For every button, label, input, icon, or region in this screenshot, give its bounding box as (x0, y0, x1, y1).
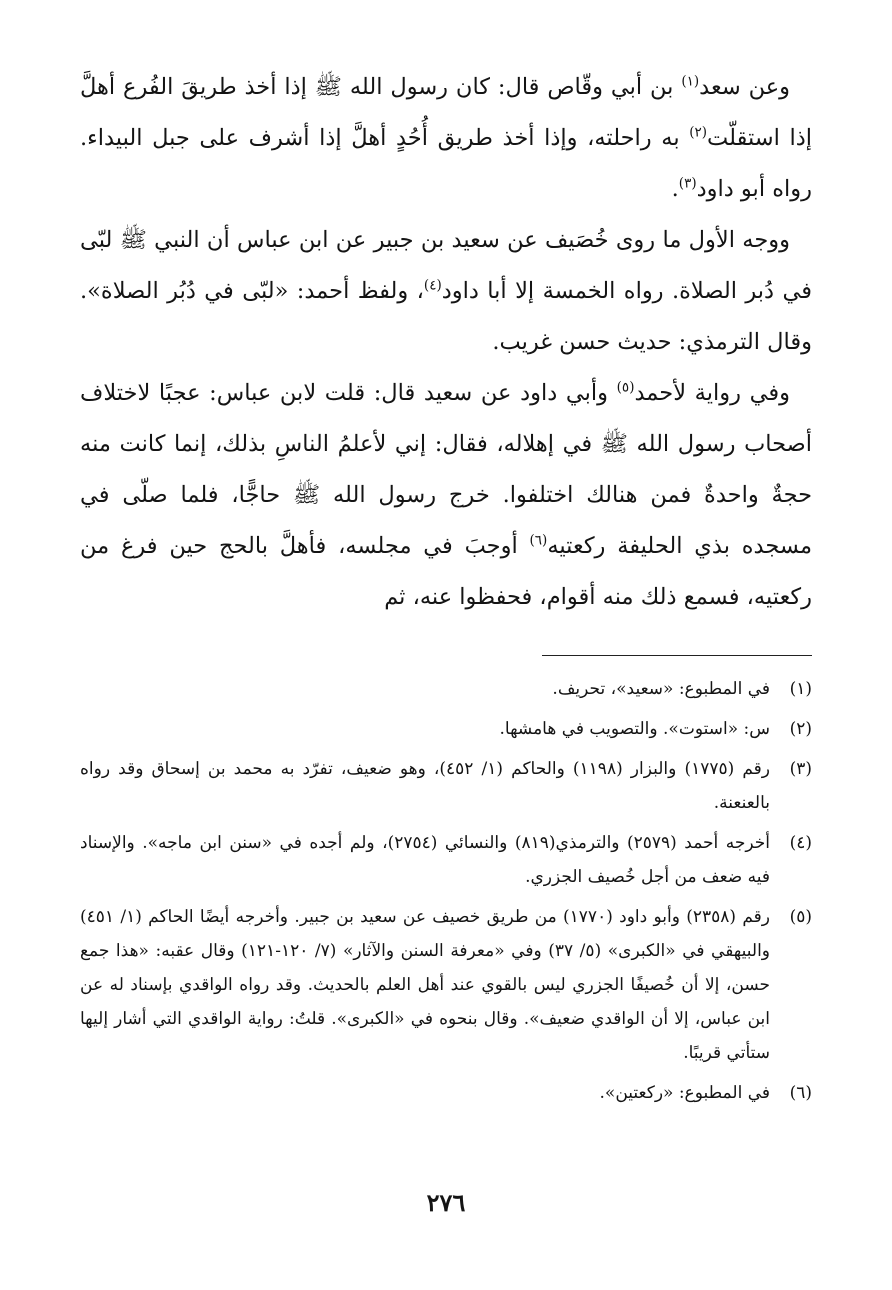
text-run: بن أبي وقّاص قال: كان رسول الله ﷺ إذا أخذ طريقَ الفُرع أهلَّ إذا استقلّت (80, 74, 812, 151)
paragraph-3 (80, 368, 812, 623)
footnote-number: (٢) (789, 719, 812, 739)
footnote-4 (80, 826, 812, 894)
footnote-number: (٤) (789, 833, 812, 853)
text-run: وأبي داود عن سعيد قال: قلت لابن عباس: عجبًا لاختلاف أصحاب رسول الله ﷺ في إهلاله، فقال: إني لأعلمُ الناسِ بذلك، إنما كانت منه حجةٌ واحدةٌ فمن هنالك اختلفوا. خرج رسول الله ﷺ حاجًّا، فلما صلّى في مسجده بذي الحليفة ركعتيه (80, 380, 813, 559)
footnote-text: في المطبوع: «سعيد»، تحريف. (552, 679, 770, 699)
text-run: وفي رواية لأحمد (634, 380, 790, 406)
footnote-text: رقم (١٧٧٥) والبزار (١١٩٨) والحاكم (١/ ٤٥٢)، وهو ضعيف، تفرّد به محمد بن إسحاق وقد رواه بالعنعنة. (80, 759, 771, 813)
text-run: ، ولفظ أحمد: «لبّى في دُبُر الصلاة». وقال الترمذي: حديث حسن غريب. (80, 278, 812, 355)
text-run: به راحلته، وإذا أخذ طريق أُحُدٍ أهلَّ إذا أشرف على جبل البيداء. رواه أبو داود (80, 125, 812, 202)
footnote-ref-2: (٢) (689, 124, 708, 141)
footnote-ref-4: (٤) (423, 277, 442, 294)
footnotes (80, 672, 812, 1116)
text-run: . (671, 176, 679, 202)
footnote-text: في المطبوع: «ركعتين». (599, 1083, 770, 1103)
footnote-6 (80, 1076, 812, 1110)
footnote-text: أخرجه أحمد (٢٥٧٩) والترمذي(٨١٩) والنسائي (٢٧٥٤)، ولم أجده في «سنن ابن ماجه». والإسناد فيه ضعف من أجل خُصيف الجزري. (80, 833, 770, 887)
footnote-2 (80, 712, 812, 746)
footnote-ref-1: (١) (681, 73, 700, 90)
footnote-ref-3: (٣) (678, 175, 697, 192)
footnote-number: (٦) (789, 1083, 812, 1103)
text-run: وعن سعد (699, 74, 790, 100)
footnote-text: رقم (٢٣٥٨) وأبو داود (١٧٧٠) من طريق خصيف عن سعيد بن جبير. وأخرجه أيضًا الحاكم (١/ ٤٥١) والبيهقي في «الكبرى» (٥/ ٣٧) وفي «معرفة السنن والآثار» (٧/ ١٢٠-١٢١) وقال عقبه: «هذا جمع حسن، إلا أن خُصيفًا الجزري ليس بالقوي عند أهل العلم بالحديث. وقد رواه الواقدي بإسناد له عن ابن عباس، إلا أن الواقدي ضعيف». وقال بنحوه في «الكبرى». قلتُ: رواية الواقدي التي أشار إليها ستأتي قريبًا. (80, 907, 771, 1063)
text-run: ووجه الأول ما روى خُصَيف عن سعيد بن جبير عن ابن عباس أن النبي ﷺ لبّى في دُبر الصلاة. رواه الخمسة إلا أبا داود (80, 227, 812, 304)
paragraph-1 (80, 62, 812, 215)
footnote-ref-5: (٥) (616, 379, 635, 396)
footnote-number: (١) (789, 679, 812, 699)
footnote-number: (٥) (789, 907, 812, 927)
main-text (80, 62, 812, 623)
footnote-5 (80, 900, 812, 1070)
footnote-ref-6: (٦) (529, 532, 548, 549)
footnote-text: س: «استوت». والتصويب في هامشها. (499, 719, 770, 739)
text-run: أوجبَ في مجلسه، فأهلَّ بالحج حين فرغ من ركعتيه، فسمع ذلك منه أقوام، فحفظوا عنه، ثم (80, 533, 812, 610)
footnote-1 (80, 672, 812, 706)
footnote-number: (٣) (789, 759, 812, 779)
paragraph-2 (80, 215, 812, 368)
footnote-separator (542, 655, 812, 656)
page-number: ٢٧٦ (426, 1188, 466, 1217)
footnote-3 (80, 752, 812, 820)
